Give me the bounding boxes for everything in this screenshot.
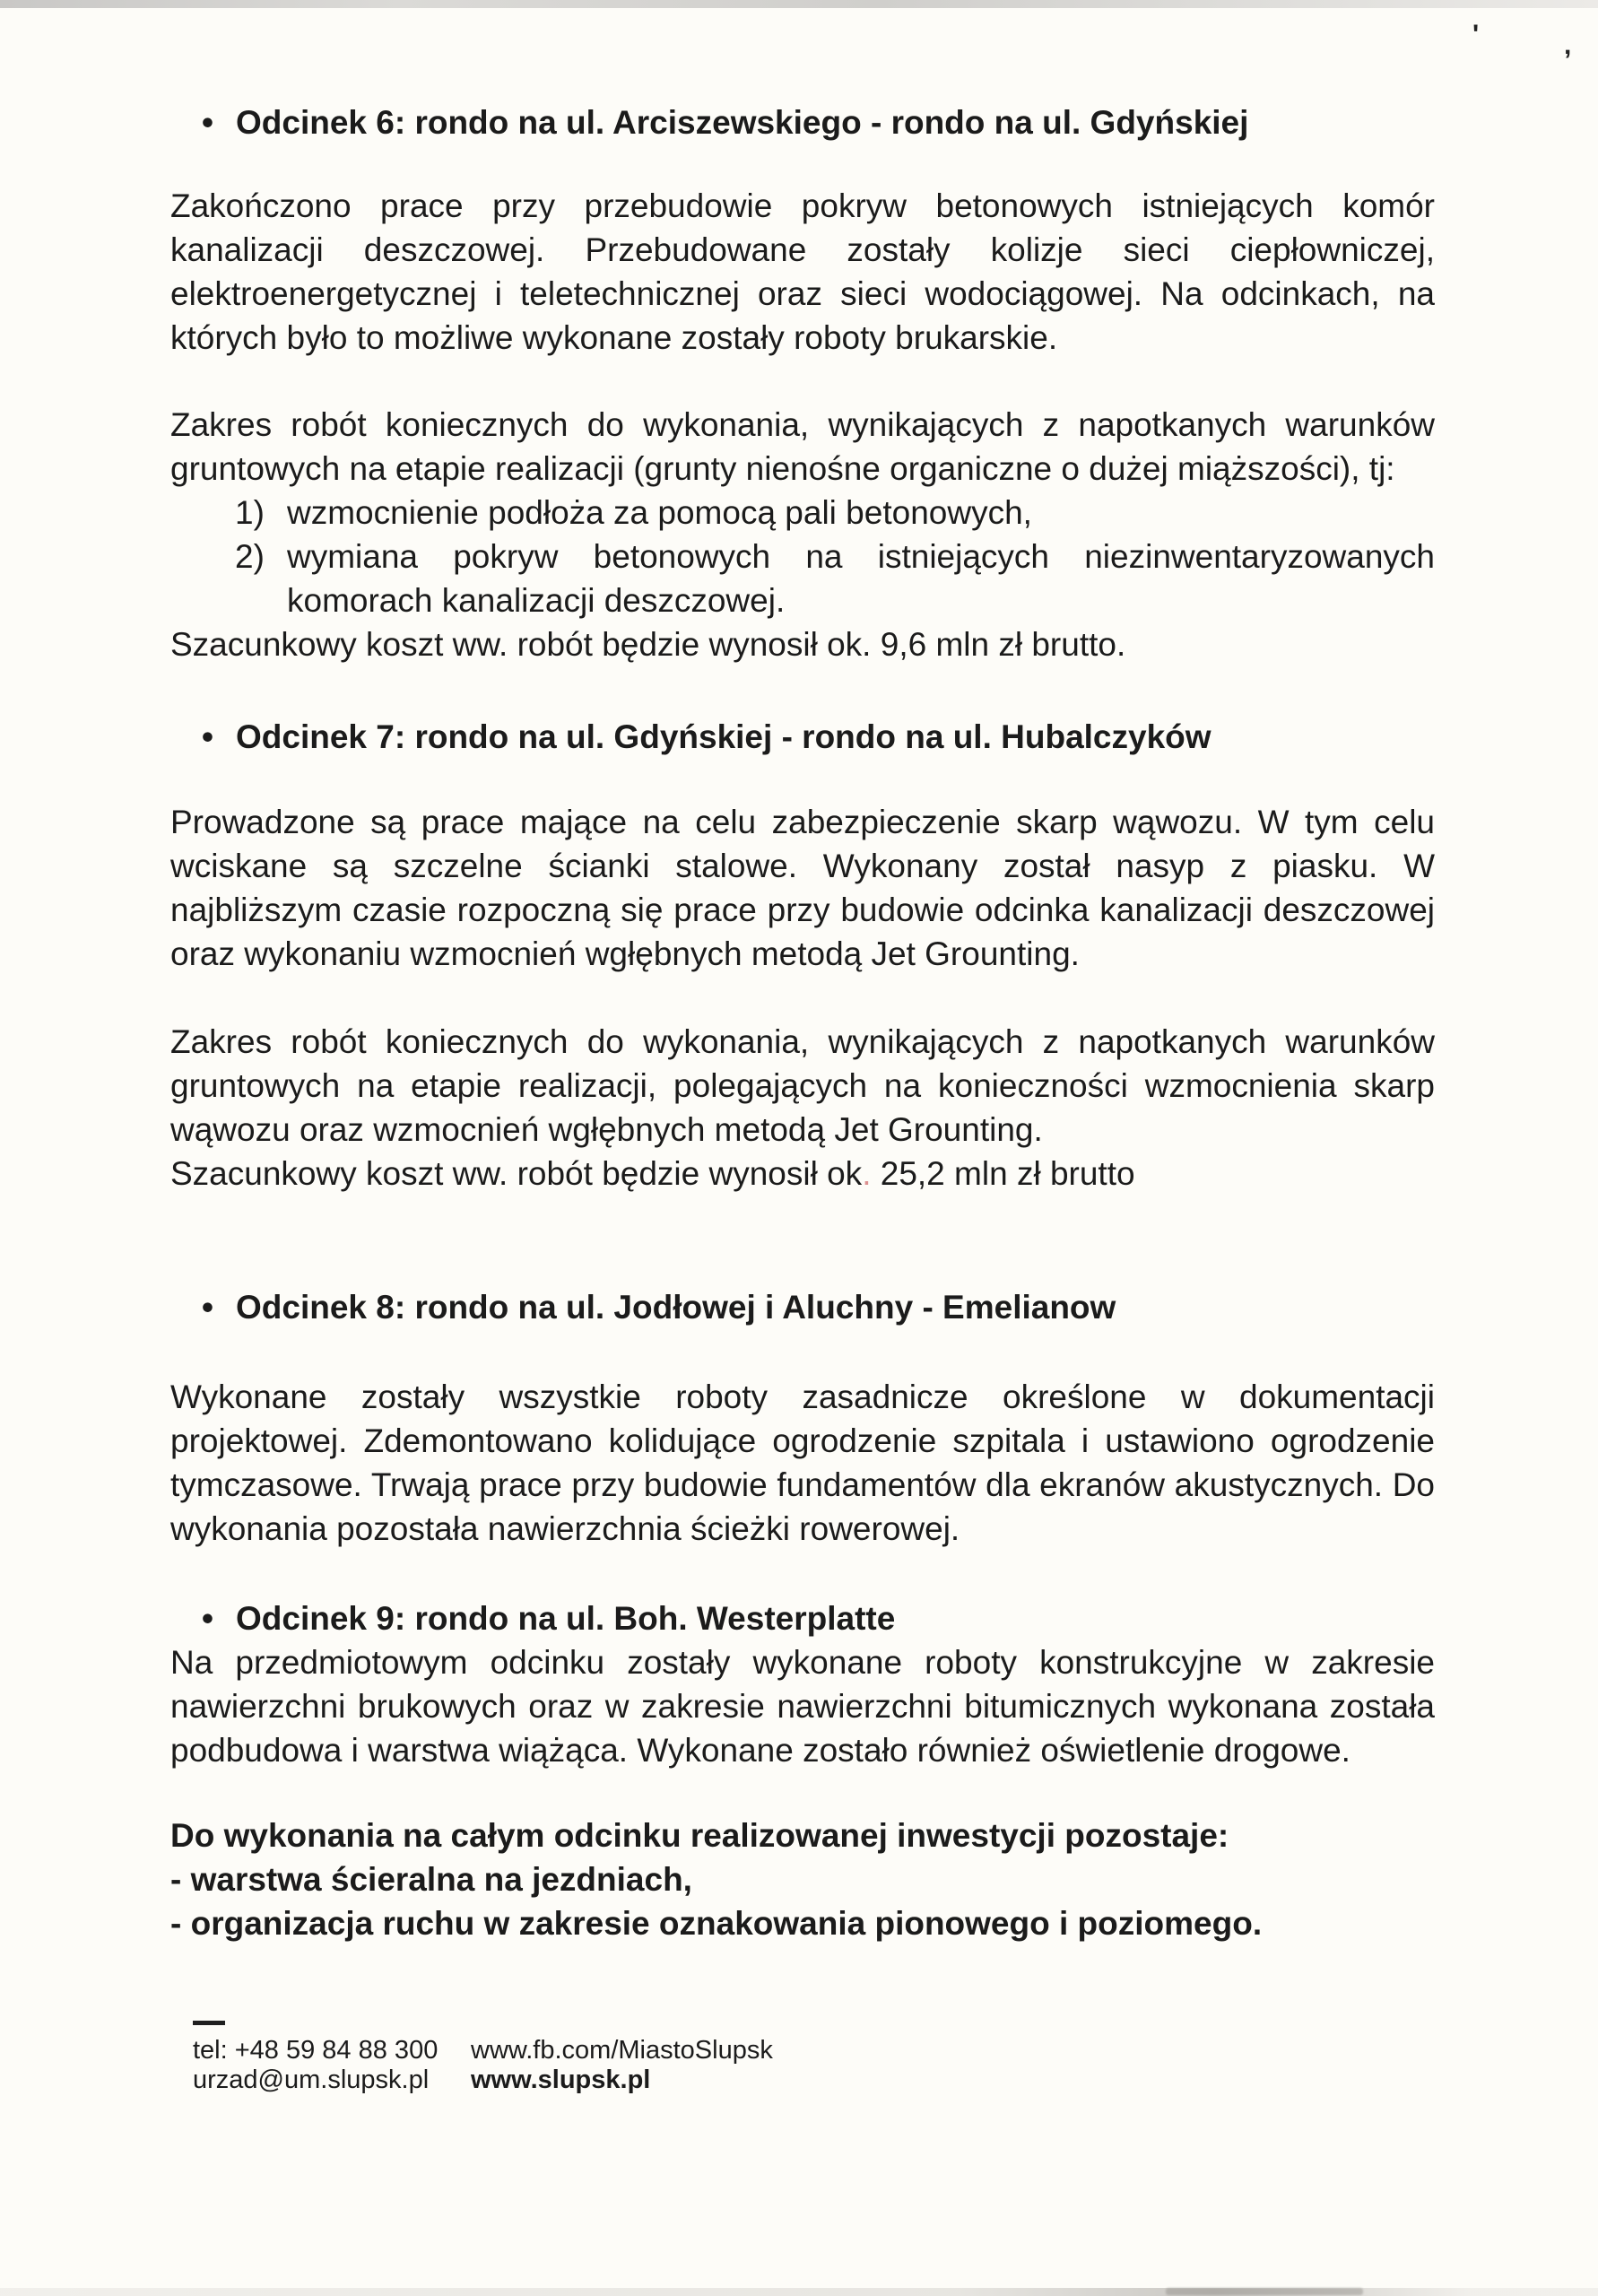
footer-email: urzad@um.slupsk.pl <box>193 2066 430 2094</box>
scan-speck: ' <box>1472 20 1480 49</box>
faded-period-mark: . <box>862 1155 872 1192</box>
section-heading-odcinek-8 <box>170 1285 1435 1329</box>
section-heading-text: Odcinek 6: rondo na ul. Arciszewskiego - rondo na ul. Gdyńskiej <box>236 104 1249 141</box>
footer-row <box>193 2066 1435 2095</box>
scan-speck: , <box>1564 30 1572 60</box>
list-item-text: wzmocnienie podłoża za pomocą pali betonowych, <box>287 494 1032 531</box>
remaining-works-item: - warstwa ścieralna na jezdniach, <box>170 1861 692 1898</box>
paragraph: Zakończono prace przy przebudowie pokryw betonowych istniejących komór kanalizacji deszczowej. Przebudowane zostały kolizje sieci ciepłowniczej, elektroenergetycznej i teletechnicznej oraz sieci wodociągowej. Na odcinkach, na których było to możliwe wykonane zostały roboty brukarskie. <box>170 187 1435 356</box>
section-heading-text: Odcinek 7: rondo na ul. Gdyńskiej - rondo na ul. Hubalczyków <box>236 718 1212 755</box>
paragraph: Zakres robót koniecznych do wykonania, wynikających z napotkanych warunków gruntowych na etapie realizacji (grunty nienośne organiczne o dużej miąższości), tj: <box>170 406 1435 487</box>
footer-facebook-url: www.fb.com/MiastoSlupsk <box>471 2036 773 2065</box>
bullet-icon: • <box>202 1600 213 1637</box>
paragraph: Wykonane zostały wszystkie roboty zasadnicze określone w dokumentacji projektowej. Zdemontowano kolidujące ogrodzenie szpitala i ustawiono ogrodzenie tymczasowe. Trwają prace przy budowie fundamentów dla ekranów akustycznych. Do wykonania pozostała nawierzchnia ścieżki rowerowej. <box>170 1378 1435 1547</box>
footer-phone: tel: +48 59 84 88 300 <box>193 2036 439 2065</box>
scan-edge-bottom <box>0 2288 1598 2296</box>
cost-text: Szacunkowy koszt ww. robót będzie wynosił ok <box>170 1155 863 1192</box>
paragraph: Zakres robót koniecznych do wykonania, wynikających z napotkanych warunków gruntowych na etapie realizacji, polegających na konieczności wzmocnienia skarp wąwozu oraz wzmocnień wgłębnych metodą Jet Grounting. <box>170 1023 1435 1148</box>
remaining-works-block <box>170 1813 1435 1945</box>
footer-row <box>193 2036 1435 2066</box>
remaining-works-item: - organizacja ruchu w zakresie oznakowania pionowego i poziomego. <box>170 1905 1263 1942</box>
section-heading-text: Odcinek 9: rondo na ul. Boh. Westerplatte <box>236 1600 896 1637</box>
cost-estimate-line <box>170 1152 1435 1196</box>
page-footer <box>170 2021 1435 2095</box>
list-item <box>170 535 1435 622</box>
section-heading-odcinek-7 <box>170 715 1435 759</box>
footer-website-url: www.slupsk.pl <box>471 2066 651 2094</box>
numbered-list <box>170 491 1435 622</box>
list-item-text: wymiana pokryw betonowych na istniejących niezinwentaryzowanych komorach kanalizacji deszczowej. <box>287 538 1435 619</box>
remaining-works-title: Do wykonania na całym odcinku realizowanej inwestycji pozostaje: <box>170 1817 1229 1854</box>
list-item <box>170 491 1435 535</box>
footer-divider-dash <box>193 2021 225 2025</box>
bullet-icon: • <box>202 718 213 755</box>
cost-text: 25,2 mln zł brutto <box>871 1155 1135 1192</box>
section-heading-odcinek-9 <box>170 1596 1435 1640</box>
bullet-icon: • <box>202 104 213 141</box>
bullet-icon: • <box>202 1289 213 1326</box>
list-item-number: 1) <box>235 494 265 531</box>
paragraph: Prowadzone są prace mające na celu zabezpieczenie skarp wąwozu. W tym celu wciskane są szczelne ścianki stalowe. Wykonany został nasyp z piasku. W najbliższym czasie rozpoczną się prace przy budowie odcinka kanalizacji deszczowej oraz wykonaniu wzmocnień wgłębnych metodą Jet Grounting. <box>170 804 1435 972</box>
list-item-number: 2) <box>235 538 265 575</box>
paragraph: Na przedmiotowym odcinku zostały wykonane roboty konstrukcyjne w zakresie nawierzchni brukowych oraz w zakresie nawierzchni bitumicznych wykonana została podbudowa i warstwa wiążąca. Wykonane zostało również oświetlenie drogowe. <box>170 1644 1435 1769</box>
section-heading-text: Odcinek 8: rondo na ul. Jodłowej i Aluchny - Emelianow <box>236 1289 1116 1326</box>
cost-estimate-line: Szacunkowy koszt ww. robót będzie wynosił ok. 9,6 mln zł brutto. <box>170 626 1126 663</box>
section-heading-odcinek-6 <box>170 100 1435 144</box>
